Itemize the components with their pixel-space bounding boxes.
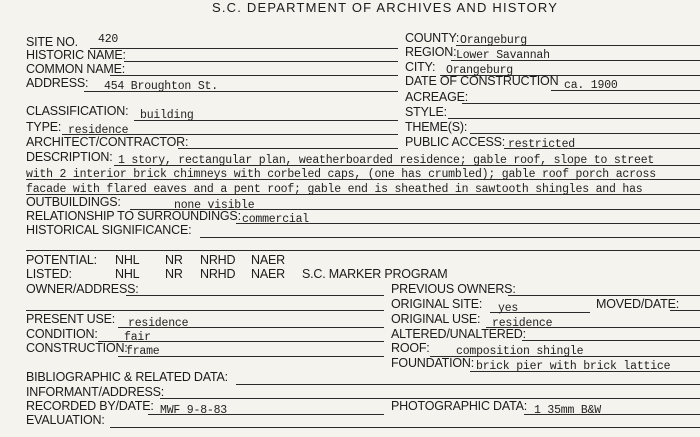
region-label: REGION:	[405, 45, 457, 59]
style-line	[448, 118, 700, 119]
listed-nr: NR	[165, 267, 183, 281]
bibliographic-label: BIBLIOGRAPHIC & RELATED DATA:	[26, 370, 228, 384]
recorded-by-value: MWF 9-8-83	[160, 404, 228, 417]
description-rule-3	[26, 194, 700, 195]
altered-line	[522, 340, 700, 341]
themes-label: THEME(S):	[405, 120, 468, 134]
region-value: Lower Savannah	[456, 49, 550, 62]
photographic-line	[524, 414, 700, 415]
original-use-value: residence	[492, 317, 553, 330]
potential-nrhd: NRHD	[200, 253, 236, 267]
classification-line	[134, 120, 398, 121]
condition-line	[98, 341, 384, 342]
common-name-line	[110, 75, 398, 76]
address-value: 454 Broughton St.	[104, 80, 218, 93]
outbuildings-label: OUTBUILDINGS:	[26, 195, 121, 209]
roof-label: ROOF:	[391, 341, 430, 355]
description-line-1: 1 story, rectangular plan, weatherboarded residence; gable roof, slope to street	[118, 154, 655, 167]
roof-value: composition shingle	[456, 345, 584, 358]
date-of-construction-value: ca. 1900	[564, 79, 618, 92]
present-use-label: PRESENT USE:	[26, 312, 116, 326]
themes-line	[470, 133, 700, 134]
site-no-value: 420	[98, 33, 119, 46]
previous-owners-line	[508, 295, 700, 296]
potential-naer: NAER	[251, 253, 285, 267]
original-site-value: yes	[498, 302, 519, 315]
public-access-value: restricted	[508, 138, 576, 151]
historic-name-label: HISTORIC NAME:	[26, 48, 126, 62]
historic-name-line	[124, 61, 398, 62]
site-no-line	[90, 48, 398, 49]
city-label: CITY:	[405, 60, 436, 74]
county-value: Orangeburg	[460, 34, 528, 47]
address-label: ADDRESS:	[26, 76, 89, 90]
informant-label: INFORMANT/ADDRESS:	[26, 385, 165, 399]
county-label: COUNTY:	[405, 31, 460, 45]
owner-address-line-1	[126, 295, 384, 296]
county-line	[456, 45, 700, 46]
architect-label: ARCHITECT/CONTRACTOR:	[26, 135, 189, 149]
moved-date-label: MOVED/DATE:	[596, 297, 679, 311]
type-label: TYPE:	[26, 120, 62, 134]
original-site-line	[490, 312, 590, 313]
condition-value: fair	[124, 331, 151, 344]
recorded-by-label: RECORDED BY/DATE:	[26, 399, 154, 413]
significance-line	[200, 237, 700, 238]
foundation-label: FOUNDATION:	[391, 356, 474, 370]
acreage-line	[462, 103, 700, 104]
relationship-value: commercial	[242, 213, 310, 226]
outbuildings-value: none visible	[174, 199, 255, 212]
description-rule-2	[26, 179, 700, 180]
owner-address-label: OWNER/ADDRESS:	[26, 282, 139, 296]
date-of-construction-line	[551, 90, 700, 91]
description-line-3: facade with flared eaves and a pent roof; gable end is sheathed in sawtooth shingles and has	[26, 183, 643, 196]
original-site-label: ORIGINAL SITE:	[391, 297, 483, 311]
sc-marker-program: S.C. MARKER PROGRAM	[302, 267, 448, 281]
type-value: residence	[68, 124, 129, 137]
owner-address-line-2	[26, 310, 384, 311]
description-rule-1	[114, 165, 700, 166]
date-of-construction-label: DATE OF CONSTRUCTION	[405, 74, 559, 88]
construction-value: frame	[126, 345, 160, 358]
site-no-label: SITE NO.	[26, 35, 78, 49]
listed-nhl: NHL	[115, 267, 140, 281]
public-access-line	[504, 148, 700, 149]
form-header: S.C. DEPARTMENT OF ARCHIVES AND HISTORY	[212, 0, 559, 15]
city-value: Orangeburg	[446, 64, 514, 77]
relationship-line	[236, 223, 700, 224]
evaluation-line	[110, 427, 700, 428]
construction-label: CONSTRUCTION:	[26, 341, 128, 355]
style-label: STYLE:	[405, 105, 447, 119]
address-line	[84, 91, 398, 92]
original-use-label: ORIGINAL USE:	[391, 312, 481, 326]
moved-date-line	[670, 310, 700, 311]
altered-label: ALTERED/UNALTERED:	[391, 327, 526, 341]
construction-line	[118, 356, 384, 357]
previous-owners-label: PREVIOUS OWNERS:	[391, 282, 516, 296]
description-line-2: with 2 interior brick chimneys with corbeled caps, (one has crumbled); gable roof porch across	[26, 168, 656, 181]
evaluation-label: EVALUATION:	[26, 413, 105, 427]
potential-label: POTENTIAL:	[26, 253, 97, 267]
classification-value: building	[140, 109, 194, 122]
relationship-label: RELATIONSHIP TO SURROUNDINGS:	[26, 209, 241, 223]
condition-label: CONDITION:	[26, 327, 98, 341]
recorded-by-line	[148, 414, 384, 415]
potential-nhl: NHL	[115, 253, 140, 267]
classification-label: CLASSIFICATION:	[26, 104, 129, 118]
potential-nr: NR	[165, 253, 183, 267]
acreage-label: ACREAGE:	[405, 90, 468, 104]
public-access-label: PUBLIC ACCESS:	[405, 135, 506, 149]
foundation-value: brick pier with brick lattice	[476, 360, 671, 373]
region-line	[451, 60, 700, 61]
common-name-label: COMMON NAME:	[26, 62, 125, 76]
present-use-value: residence	[128, 317, 189, 330]
present-use-line	[118, 327, 384, 328]
description-label: DESCRIPTION:	[26, 150, 113, 164]
listed-naer: NAER	[251, 267, 285, 281]
architect-line	[178, 148, 398, 149]
listed-nrhd: NRHD	[200, 267, 236, 281]
significance-label: HISTORICAL SIGNIFICANCE:	[26, 223, 192, 237]
section-divider	[26, 250, 700, 251]
photographic-value: 1 35mm B&W	[534, 404, 602, 417]
listed-label: LISTED:	[26, 267, 72, 281]
foundation-line	[470, 371, 700, 372]
photographic-label: PHOTOGRAPHIC DATA:	[391, 399, 527, 413]
bibliographic-line	[236, 384, 700, 385]
